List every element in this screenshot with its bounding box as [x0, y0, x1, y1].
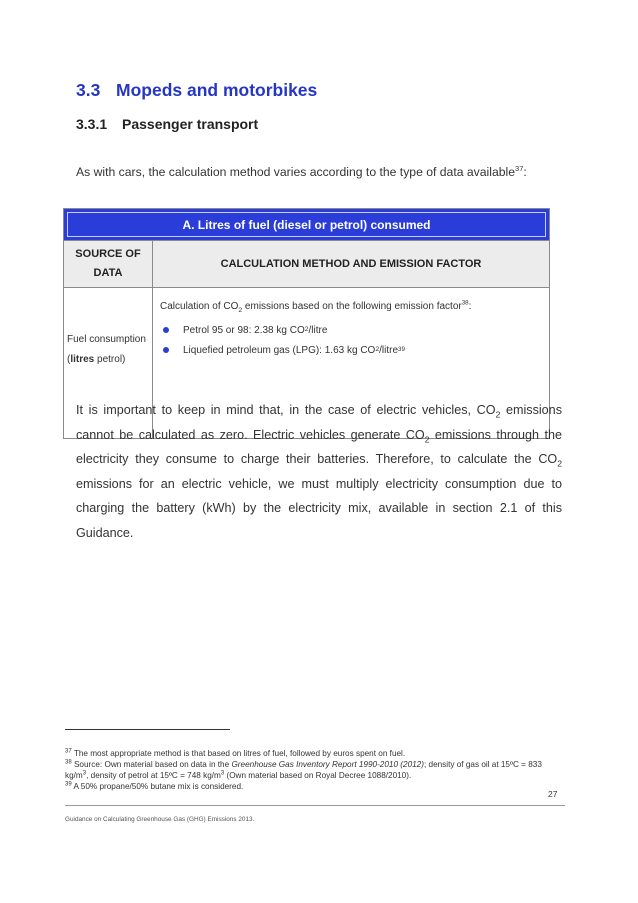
footnote-sup: 3	[220, 770, 225, 777]
calc-pre: Calculation of CO	[160, 301, 239, 312]
section-heading	[76, 80, 317, 101]
subsection-heading	[76, 116, 258, 132]
footnote-text: The most appropriate method is that based on litres of fuel, followed by euros spent on fuel.	[71, 749, 406, 758]
table-banner	[64, 209, 550, 241]
bullet-icon	[163, 347, 169, 353]
footnote-sup: 3	[82, 770, 87, 777]
footnote-38	[65, 759, 565, 781]
bullet-post: /litre	[379, 344, 399, 356]
footnote-ref-38: 38	[461, 299, 469, 307]
bullet-text: Liquefied petroleum gas (LPG): 1.63 kg CO	[183, 344, 376, 356]
footnote-text: A 50% propane/50% butane mix is considered.	[71, 782, 244, 791]
section-number: 3.3	[76, 80, 101, 100]
column-header-source-line1: SOURCE OF	[75, 248, 141, 260]
footnote-divider	[65, 729, 230, 730]
footnote-37	[65, 748, 565, 759]
source-rest: petrol)	[94, 354, 126, 365]
list-item: Liquefied petroleum gas (LPG): 1.63 kg CO 2 /litre 39	[160, 340, 549, 360]
footer-text: Guidance on Calculating Greenhouse Gas (GHG) Emissions 2013.	[65, 816, 255, 823]
paragraph-sub: 2	[495, 409, 501, 420]
paragraph-sub: 2	[557, 458, 562, 469]
column-header-method: CALCULATION METHOD AND EMISSION FACTOR	[153, 241, 550, 288]
paragraph-sub: 2	[424, 434, 430, 445]
table-banner-title: A. Litres of fuel (diesel or petrol) consumed	[182, 217, 431, 232]
source-bold: litres	[70, 354, 95, 365]
paragraph-part: It is important to keep in mind that, in the case of electric vehicles, CO	[76, 403, 496, 417]
footnote-text: ; density of gas oil at 15ºC = 833 kg/m	[65, 760, 542, 780]
footnotes	[65, 748, 565, 792]
calc-post: emissions based on the following emission factor	[242, 301, 462, 312]
subsection-number: 3.3.1	[76, 116, 108, 132]
column-header-source-line2: DATA	[93, 267, 123, 279]
intro-sentence	[76, 165, 527, 179]
footnote-ref-37: 37	[515, 163, 524, 173]
calc-end: :	[468, 301, 472, 312]
footnote-text: (Own material based on Royal Decree 1088/2010).	[224, 771, 412, 780]
section-title: Mopeds and motorbikes	[116, 80, 318, 100]
column-header-source	[64, 241, 153, 288]
footer-divider	[65, 805, 565, 806]
bullet-post: /litre	[308, 324, 328, 336]
source-line1: Fuel consumption	[67, 334, 146, 345]
paragraph-part: emissions through the electricity they consume to charge their batteries. Therefore, to calculate the CO	[76, 427, 562, 467]
page-number: 27	[548, 789, 558, 799]
footnote-39	[65, 781, 565, 792]
body-paragraph	[76, 398, 562, 546]
calc-description	[160, 301, 549, 312]
paragraph-part: emissions cannot be calculated as zero. Electric vehicles generate CO	[76, 403, 562, 442]
footnote-italic: Greenhouse Gas Inventory Report 1990-2010 (2012)	[231, 760, 424, 769]
intro-end: :	[523, 165, 527, 179]
subsection-title: Passenger transport	[122, 116, 259, 132]
list-item: Petrol 95 or 98: 2.38 kg CO 2 /litre	[160, 320, 549, 340]
footnote-marker: 39	[65, 781, 72, 788]
source-paren: (	[67, 354, 71, 365]
paragraph-part: emissions for an electric vehicle, we must multiply electricity consumption due to charging the battery (kWh) by the electricity mix, available in section 2.1 of this Guidance.	[76, 476, 562, 540]
intro-text: As with cars, the calculation method varies according to the type of data available	[76, 165, 515, 179]
bullet-text: Petrol 95 or 98: 2.38 kg CO	[183, 324, 305, 336]
emission-factor-list	[160, 320, 549, 360]
calc-sub: 2	[238, 307, 243, 314]
footnote-text: , density of petrol at 15ºC = 748 kg/m	[86, 771, 221, 780]
footnote-marker: 38	[65, 759, 72, 766]
footnote-text: Source: Own material based on data in the	[71, 760, 232, 769]
bullet-icon	[163, 327, 169, 333]
footnote-marker: 37	[65, 748, 72, 755]
